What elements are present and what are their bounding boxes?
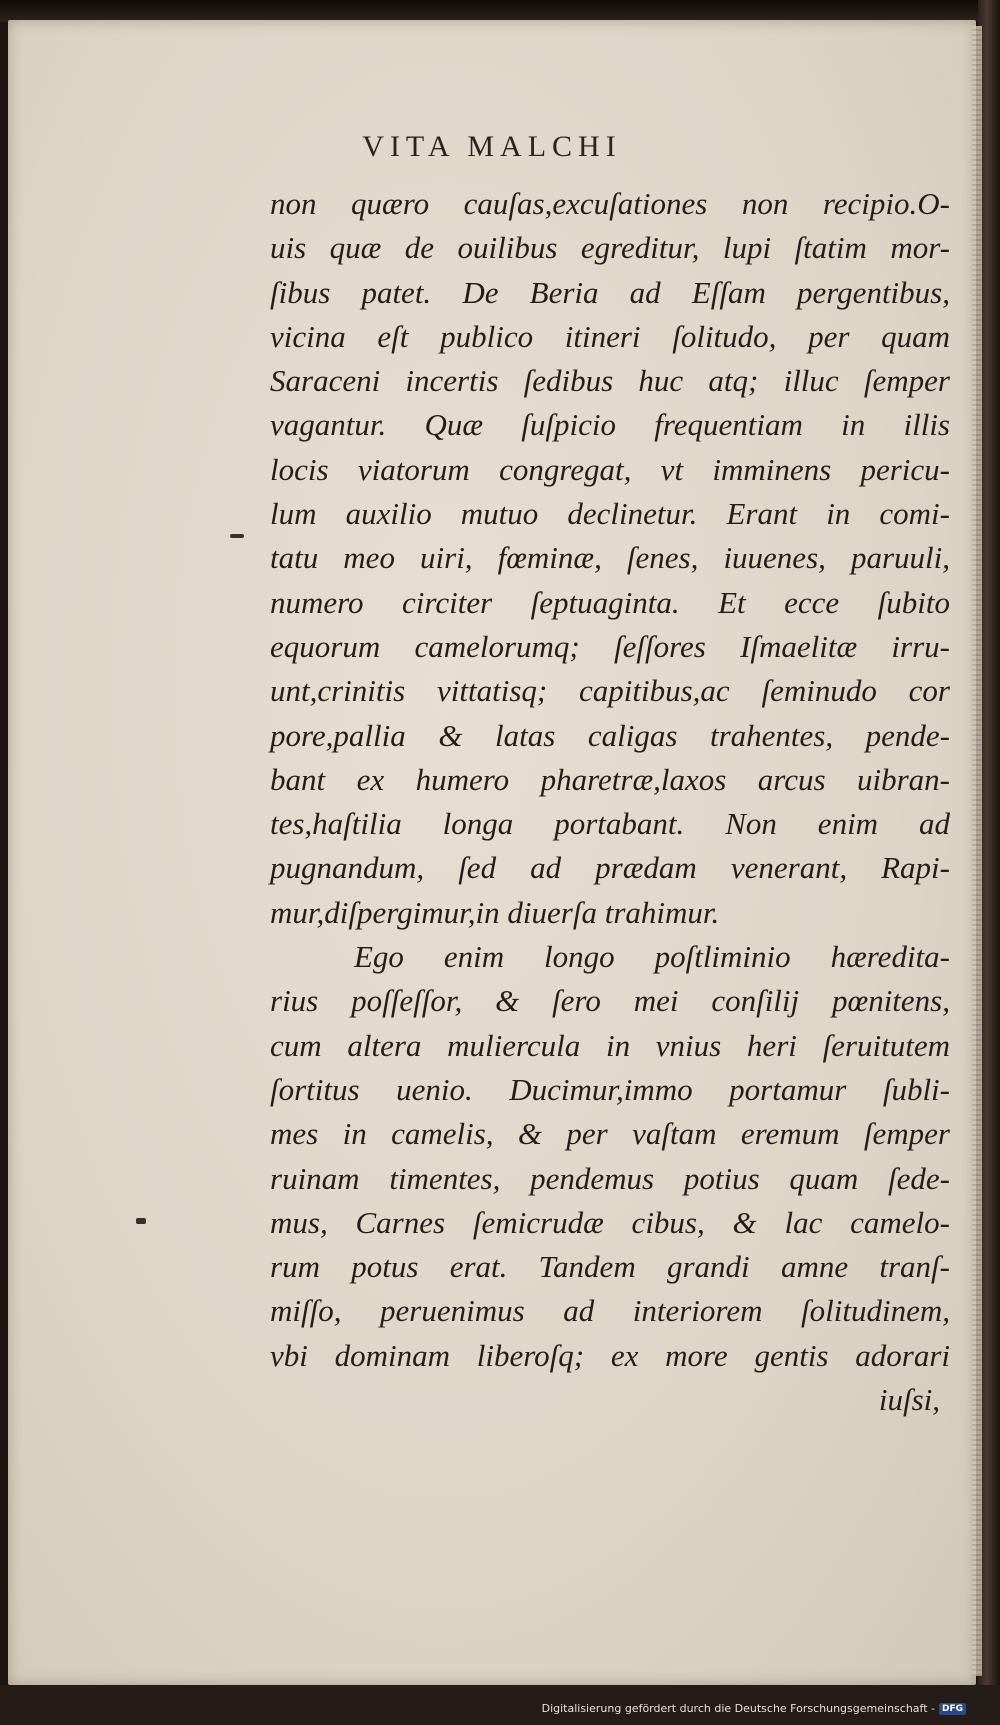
text-line: pore,pallia & latas caligas trahentes, pende- [270,717,950,753]
margin-mark [136,1218,146,1224]
body-text [270,182,950,1422]
text-line: vicina eſt publico itineri ſolitudo, per quam [270,318,950,354]
digitization-credit [542,1702,966,1715]
text-line: Ego enim longo poſtliminio hæredita- [354,939,950,975]
text-line: tatu meo uiri, fœminæ, ſenes, iuuenes, paruuli, [270,540,950,576]
text-line: ſibus patet. De Beria ad Eſſam pergentibus, [270,274,950,310]
text-line: rum potus erat. Tandem grandi amne tranſ- [270,1249,950,1285]
credit-text: Digitalisierung gefördert durch die Deutsche Forschungsgemeinschaft - [541,1702,935,1715]
text-line: miſſo, peruenimus ad interiorem ſolitudinem, [270,1293,950,1329]
text-line: mur,diſpergimur,in diuerſa trahimur. [270,894,720,930]
text-line: cum altera muliercula in vnius heri ſeruitutem [270,1027,950,1063]
text-line: mus, Carnes ſemicrudæ cibus, & lac camelo- [270,1204,950,1240]
text-line: rius poſſeſſor, & ſero mei conſilij pœnitens, [270,983,950,1019]
text-line: Saraceni incertis ſedibus huc atq; illuc ſemper [270,363,950,399]
page-edge [972,26,982,1676]
text-line: non quæro cauſas,excuſationes non recipio.O- [270,186,950,221]
text-line: mes in camelis, & per vaſtam eremum ſemper [270,1116,950,1152]
text-line: bant ex humero pharetræ,laxos arcus uibran- [270,761,950,797]
text-line: pugnandum, ſed ad prædam venerant, Rapi- [270,850,950,886]
text-line: lum auxilio mutuo declinetur. Erant in comi- [270,496,950,532]
text-line: tes,haſtilia longa portabant. Non enim ad [270,806,950,842]
text-line: vagantur. Quæ ſuſpicio frequentiam in illis [270,407,950,443]
margin-mark [230,534,244,538]
text-line: ruinam timentes, pendemus potius quam ſede- [270,1160,950,1196]
text-line: equorum camelorumq; ſeſſores Iſmaelitæ irru- [270,628,950,664]
text-line: numero circiter ſeptuaginta. Et ecce ſubito [270,584,950,620]
text-line: ſortitus uenio. Ducimur,immo portamur ſubli- [270,1071,950,1107]
catchword: iuſsi, [878,1382,940,1418]
dfg-logo: DFG [939,1703,966,1715]
book-page [8,20,976,1685]
text-line: unt,crinitis vittatisq; capitibus,ac ſeminudo cor [270,673,950,709]
running-head: VITA MALCHI [362,130,622,163]
text-line: uis quæ de ouilibus egreditur, lupi ſtatim mor- [270,230,950,266]
scan-top-edge [0,0,1000,22]
text-line: locis viatorum congregat, vt imminens pericu- [270,451,950,487]
text-line: vbi dominam liberoſq; ex more gentis adorari [270,1337,950,1373]
